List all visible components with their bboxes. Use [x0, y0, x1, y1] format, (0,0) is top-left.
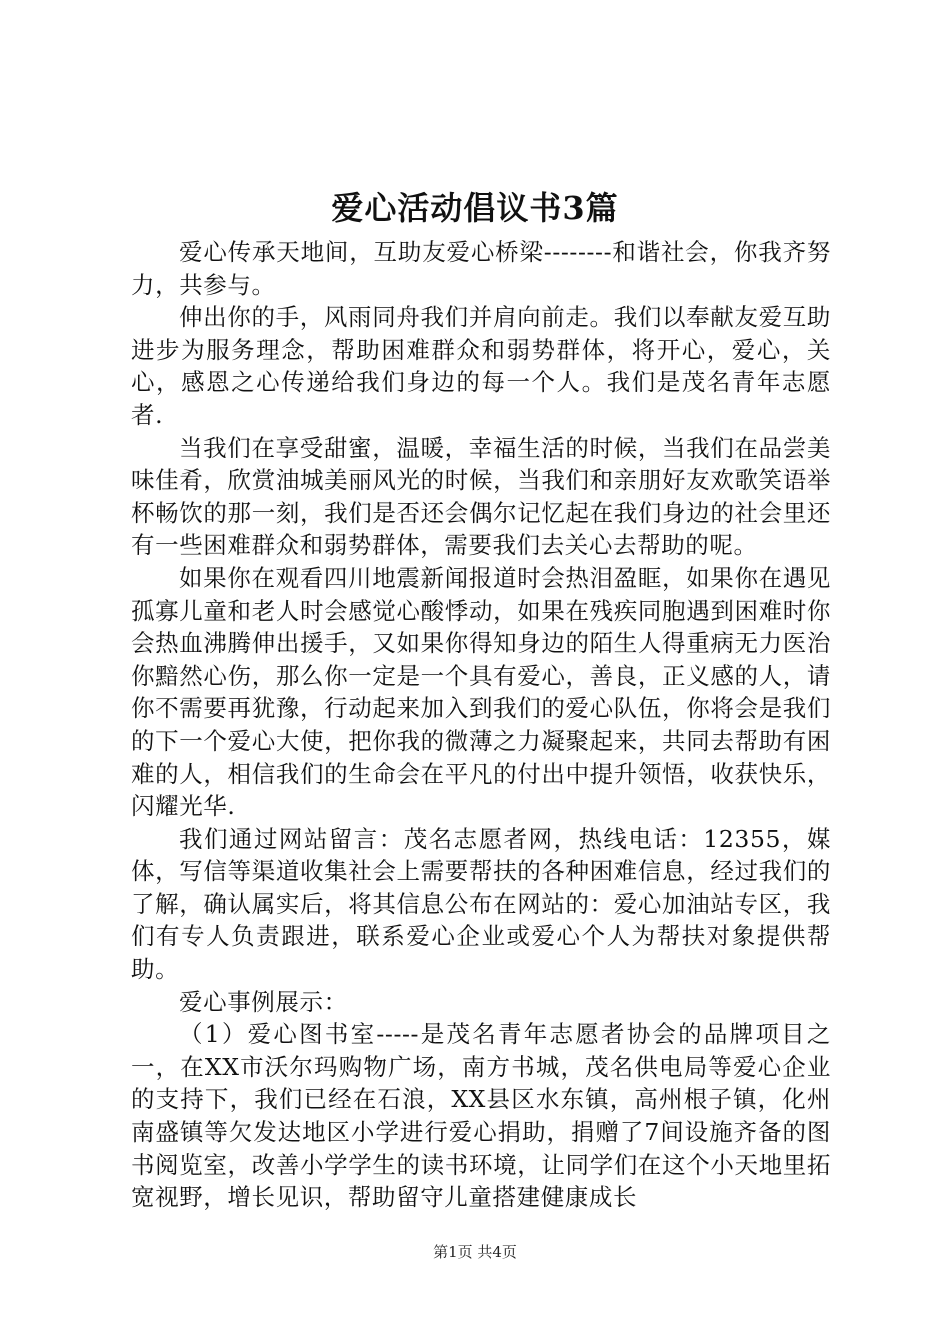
paragraph-2: 伸出你的手，风雨同舟我们并肩向前走。我们以奉献友爱互助进步为服务理念，帮助困难群众和弱势群体，将开心，爱心，关心，感恩之心传递给我们身边的每一个人。我们是茂名青年志愿者. [131, 303, 831, 429]
document-title: 爱心活动倡议书3篇 [331, 189, 619, 227]
paragraph-6: 爱心事例展示： [179, 987, 348, 1016]
paragraph-3: 当我们在享受甜蜜，温暖，幸福生活的时候，当我们在品尝美味佳肴，欣赏油城美丽风光的时候，当我们和亲朋好友欢歌笑语举杯畅饮的那一刻，我们是否还会偶尔记忆起在我们身边的社会里还有一些困难群众和弱势群体，需要我们去关心去帮助的呢。 [131, 433, 831, 560]
document-body [131, 236, 831, 1214]
paragraph-7: （1）爱心图书室-----是茂名青年志愿者协会的品牌项目之一，在XX市沃尔玛购物广场，南方书城，茂名供电局等爱心企业的支持下，我们已经在石浪，XX县区水东镇，高州根子镇，化州南盛镇等欠发达地区小学进行爱心捐助，捐赠了7间设施齐备的图书阅览室，改善小学学生的读书环境，让同学们在这个小天地里拓宽视野，增长见识，帮助留守儿童搭建健康成长 [131, 1020, 831, 1212]
page-footer: 第1页 共4页 [433, 1243, 517, 1261]
paragraph-5: 我们通过网站留言：茂名志愿者网，热线电话：12355，媒体，写信等渠道收集社会上需要帮扶的各种困难信息，经过我们的了解，确认属实后，将其信息公布在网站的：爱心加油站专区，我们有专人负责跟进，联系爱心企业或爱心个人为帮扶对象提供帮助。 [131, 824, 831, 984]
paragraph-4: 如果你在观看四川地震新闻报道时会热泪盈眶，如果你在遇见孤寡儿童和老人时会感觉心酸悸动，如果在残疾同胞遇到困难时你会热血沸腾伸出援手，又如果你得知身边的陌生人得重病无力医治你黯然心伤，那么你一定是一个具有爱心，善良，正义感的人，请你不需要再犹豫，行动起来加入到我们的爱心队伍，你将会是我们的下一个爱心大使，把你我的微薄之力凝聚起来，共同去帮助有困难的人，相信我们的生命会在平凡的付出中提升领悟，收获快乐，闪耀光华. [131, 563, 831, 821]
paragraph-1: 爱心传承天地间，互助友爱心桥梁--------和谐社会，你我齐努力，共参与。 [131, 238, 831, 299]
